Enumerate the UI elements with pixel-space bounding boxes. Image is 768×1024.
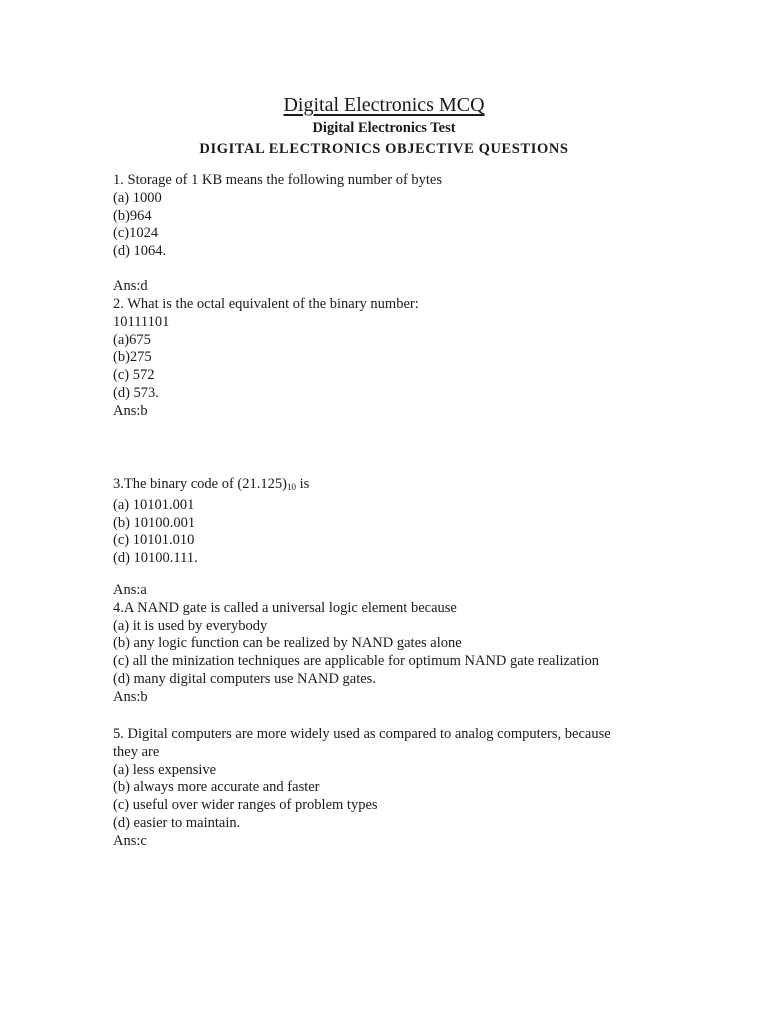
question-4-answer: Ans:b [113, 688, 148, 705]
question-2-text: 2. What is the octal equivalent of the binary number: [113, 296, 419, 312]
document-header [0, 92, 768, 159]
question-2-answer: Ans:b [113, 402, 148, 419]
question-5-answer: Ans:c [113, 832, 147, 849]
question-5-option-a: (a) less expensive [113, 761, 217, 778]
question-3-text-suffix: is [295, 476, 310, 492]
question-1-option-d: (d) 1064. [113, 243, 167, 260]
question-3-text [113, 476, 653, 497]
question-4-option-a: (a) it is used by everybody [113, 617, 268, 634]
question-1-option-c: (c)1024 [113, 225, 159, 242]
question-5-option-c: (c) useful over wider ranges of problem types [113, 797, 378, 814]
question-3-option-b: (b) 10100.001 [113, 514, 196, 531]
document-heading: DIGITAL ELECTRONICS OBJECTIVE QUESTIONS [199, 141, 569, 157]
question-3-answer: Ans:a [113, 582, 147, 598]
question-1-option-a: (a) 1000 [113, 189, 162, 206]
question-3-option-a: (a) 10101.001 [113, 496, 195, 513]
question-1-answer: Ans:d [113, 278, 148, 294]
question-3-text-prefix: 3.The binary code of (21.125) [113, 476, 287, 492]
question-2-option-b: (b)275 [113, 349, 152, 366]
question-1-text: 1. Storage of 1 KB means the following number of bytes [113, 172, 443, 188]
question-1 [113, 172, 653, 261]
question-2-option-a: (a)675 [113, 331, 151, 348]
question-2-number: 10111101 [113, 313, 170, 330]
question-5-option-d: (d) easier to maintain. [113, 814, 241, 831]
question-5 [113, 726, 653, 851]
question-3-option-c: (c) 10101.010 [113, 532, 195, 549]
question-5-option-b: (b) always more accurate and faster [113, 779, 320, 796]
question-4-option-d: (d) many digital computers use NAND gates. [113, 670, 376, 687]
question-4-text: 4.A NAND gate is called a universal logic element because [113, 599, 457, 616]
question-4-option-b: (b) any logic function can be realized by NAND gates alone [113, 635, 462, 652]
question-2-option-c: (c) 572 [113, 367, 155, 384]
question-1-answer-block [113, 278, 653, 296]
question-4 [113, 582, 653, 707]
question-5-text: 5. Digital computers are more widely used as compared to analog computers, because [113, 726, 611, 742]
question-3 [113, 476, 653, 568]
question-1-option-b: (b)964 [113, 207, 152, 224]
question-5-text-continued: they are [113, 743, 160, 760]
document-title: Digital Electronics MCQ [283, 94, 485, 116]
question-4-option-c: (c) all the minization techniques are applicable for optimum NAND gate realization [113, 653, 599, 670]
question-3-base-subscript: 10 [286, 482, 296, 492]
question-3-option-d: (d) 10100.111. [113, 550, 198, 567]
question-2-option-d: (d) 573. [113, 384, 159, 401]
document-subtitle: Digital Electronics Test [312, 120, 456, 136]
question-2 [113, 296, 653, 421]
